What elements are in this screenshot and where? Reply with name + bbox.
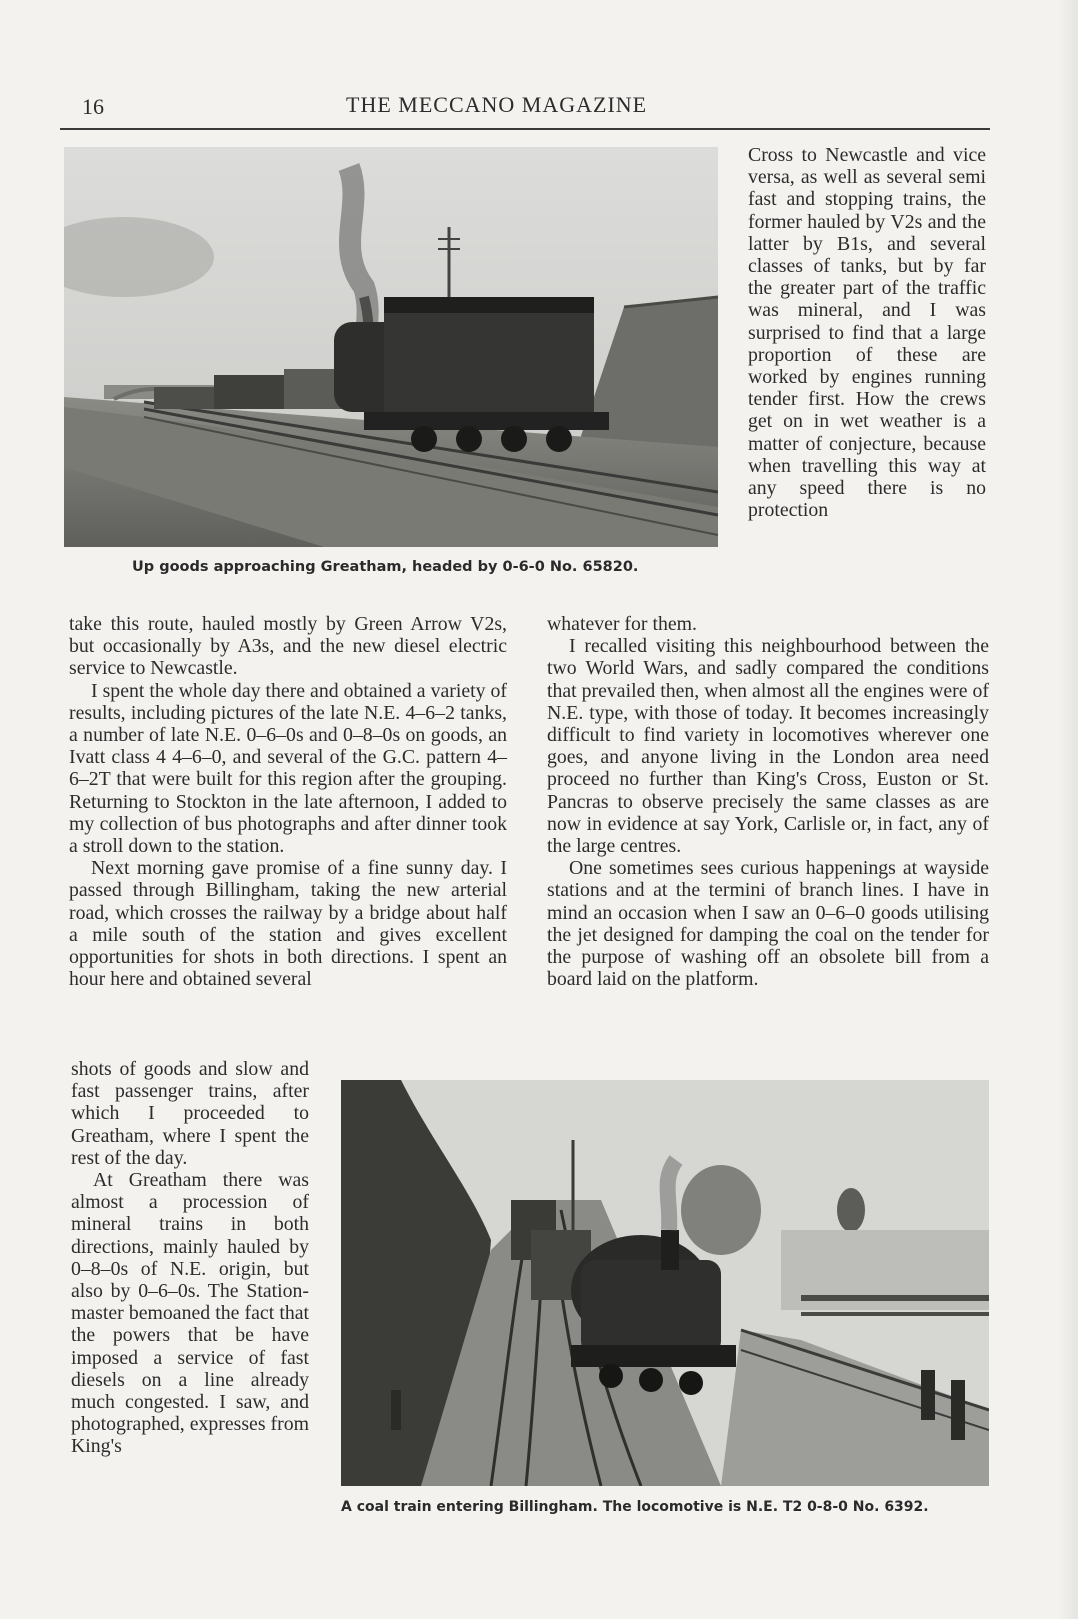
paragraph: whatever for them. [547,613,697,635]
paragraph: One sometimes sees curious happenings at wayside stations and at the termini of branch lines. I have in mind an occasion when I saw an 0–6–0 goods utilising the jet designed for damping the coal on the tender for the purpose of washing off an obsolete bill from a board laid on the platform. [547,857,989,991]
paragraph: I spent the whole day there and obtained a variety of results, including pictures of the late N.E. 4–6–2 tanks, a number of late N.E. 0–6–0s and 0–8–0s on goods, an Ivatt class 4 4–6–0, and several of the G.C. pattern 4–6–2T that were built for this region after the grouping. Returning to Stockton in the late afternoon, I added to my collection of bus photographs and after dinner took a stroll down to the station. [69,679,507,858]
article-column-bottom-left [71,1058,309,1458]
photo-up-goods-greatham [64,147,718,547]
page-edge [1058,0,1078,1619]
article-text-top-right [748,144,986,521]
running-title: THE MECCANO MAGAZINE [346,92,648,117]
article-column-left [69,613,507,990]
paragraph: Cross to Newcastle and vice versa, as well as several semi fast and stopping trains, the former hauled by V2s and the latter by B1s, and several classes of tanks, but by far the greater part of the traffic was mineral, and I was surprised to find that a large proportion of these are worked by engines running tender first. How the crews get on in wet weather is a matter of conjecture, because when travelling this way at any speed there is no protection [748,144,986,522]
figure-caption-2: A coal train entering Billingham. The locomotive is N.E. T2 0-8-0 No. 6392. [341,1499,929,1515]
header-rule [60,128,990,130]
paragraph: I recalled visiting this neighbourhood between the two World Wars, and sadly compared the conditions that prevailed then, when almost all the engines were of N.E. type, with those of today. It becomes increasingly difficult to find variety in locomotives wherever one goes, and anyone living in the London area need proceed no further than King's Cross, Euston or St. Pancras to observe precisely the same classes as are now in evidence at say York, Carlisle or, in fact, any of the large centres. [547,635,989,858]
article-column-right [547,613,989,990]
page-number: 16 [82,94,104,119]
photo-coal-train-billingham [341,1080,989,1486]
paragraph: take this route, hauled mostly by Green Arrow V2s, but occasionally by A3s, and the new diesel electric service to Newcastle. [69,613,507,680]
figure-caption-1: Up goods approaching Greatham, headed by 0-6-0 No. 65820. [132,559,639,575]
paragraph: Next morning gave promise of a fine sunny day. I passed through Billingham, taking the new arterial road, which crosses the railway by a bridge about half a mile south of the station and gives excellent opportunities for shots in both directions. I spent an hour here and obtained several [69,857,507,991]
paragraph: At Greatham there was almost a procession of mineral trains in both directions, mainly hauled by 0–8–0s of N.E. origin, but also by 0–6–0s. The Station-master bemoaned the fact that the powers that be have imposed a service of fast diesels on a line already much congested. I saw, and photographed, expresses from King's [71,1169,309,1458]
paragraph: shots of goods and slow and fast passenger trains, after which I proceeded to Greatham, where I spent the rest of the day. [71,1058,309,1169]
